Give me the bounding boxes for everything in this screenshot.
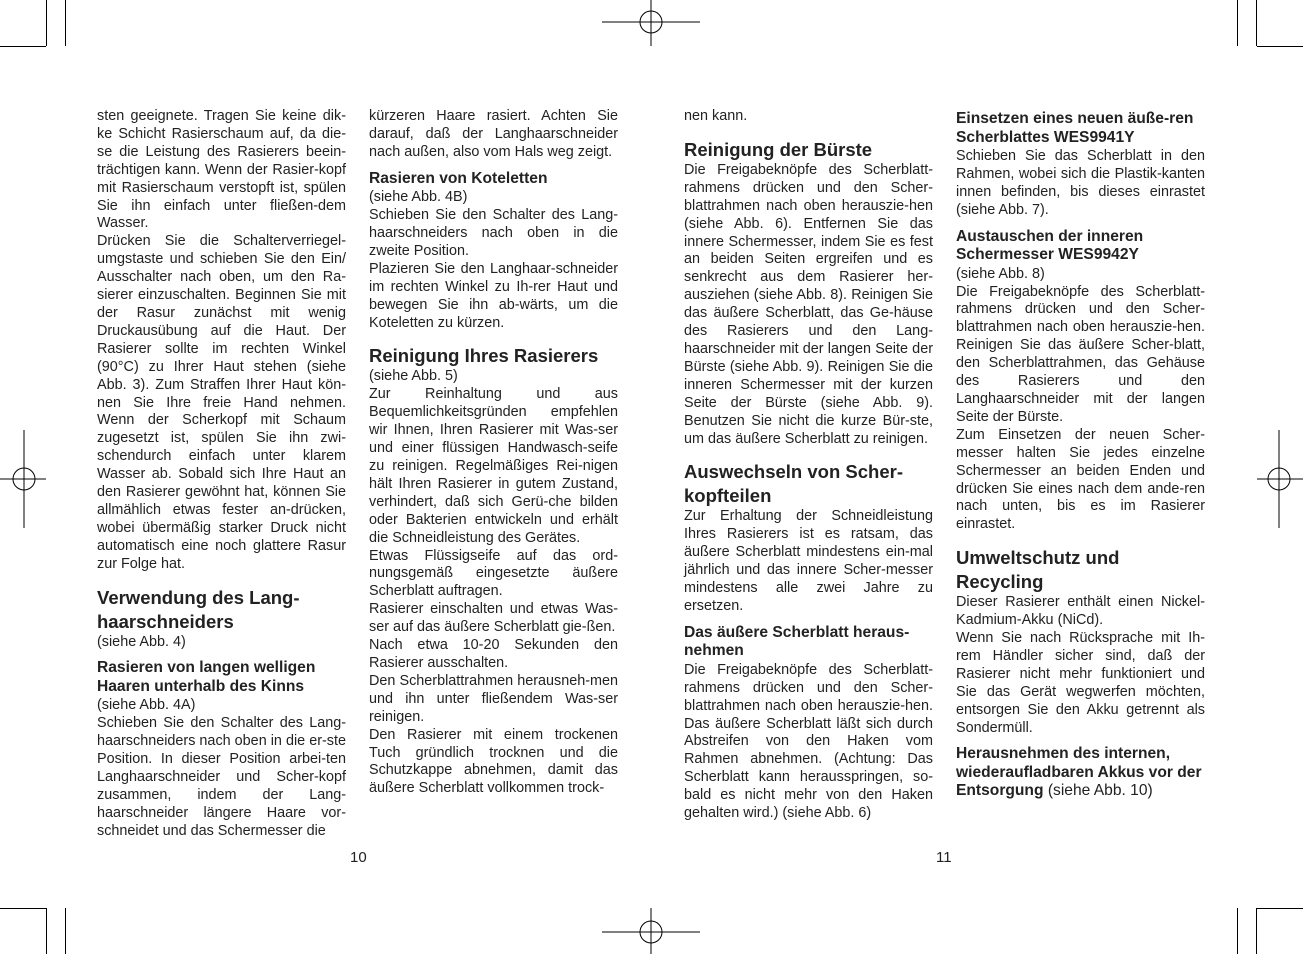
crop-mark xyxy=(1256,0,1257,46)
heading-einsetzen: Einsetzen eines neuen äuße-ren Scherblattes WES9941Y xyxy=(956,110,1194,146)
figure-reference: (siehe Abb. 4) xyxy=(97,633,186,650)
crop-mark xyxy=(65,0,66,46)
crop-mark xyxy=(65,908,66,954)
crop-mark xyxy=(1256,908,1257,954)
crop-mark xyxy=(0,46,46,47)
heading-akku-text: Herausnehmen des internen, wiederaufladbaren Akkus vor der Entsorgung xyxy=(956,745,1202,800)
heading-akku xyxy=(956,745,1205,801)
figure-reference: (siehe Abb. 10) xyxy=(1043,782,1153,800)
paragraph: Dieser Rasierer enthält einen Nickel-Kadmium-Akku (NiCd). xyxy=(956,594,1205,629)
figure-reference: (siehe Abb. 4B) xyxy=(369,189,468,206)
page-number-left: 10 xyxy=(350,849,367,866)
paragraph: Zur Erhaltung der Schneidleistung Ihres Rasierers ist es ratsam, das äußere Scherblatt mindestens ein-mal jährlich und das innere Scher-messer mindestens alle zwei Jahre zu ersetzen. xyxy=(684,508,933,614)
heading-verwendung: Verwendung des Lang-haarschneiders xyxy=(97,586,300,632)
crop-mark xyxy=(46,0,47,46)
paragraph: Etwas Flüssigseife auf das ord-nungsgemäß eingesetzte äußere Scherblatt auftragen. xyxy=(369,547,618,600)
heading-reinigung: Reinigung Ihres Rasierers xyxy=(369,345,599,367)
paragraph: kürzeren Haare rasiert. Achten Sie darauf, daß der Langhaarschneider nach außen, also vom Hals weg zeigt. xyxy=(369,108,618,160)
column-3 xyxy=(684,108,933,823)
registration-mark-right xyxy=(1257,430,1303,528)
paragraph: Rasierer einschalten und etwas Was-ser auf das äußere Scherblatt gie-ßen. xyxy=(369,601,618,636)
heading-auswechseln: Auswechseln von Scher-kopfteilen xyxy=(684,461,903,507)
paragraph: Plazieren Sie den Langhaar-schneider im rechten Winkel zu Ih-rer Haut und bewegen Sie ihn ab-wärts, um die Koteletten zu kürzen. xyxy=(369,260,618,331)
heading-austauschen: Austauschen der inneren Schermesser WES9942Y xyxy=(956,227,1144,264)
heading-umwelt: Umweltschutz und Recycling xyxy=(956,547,1120,593)
paragraph: Wenn Sie nach Rücksprache mit Ih-rem Händler sicher sind, daß der Rasierer nicht mehr funktioniert und Sie das Gerät wegwerfen möchten, entsorgen Sie den Akku getrennt als Sondermüll. xyxy=(956,630,1205,736)
crop-mark xyxy=(0,908,46,909)
crop-mark xyxy=(1257,46,1303,47)
registration-mark-bottom xyxy=(602,908,700,954)
crop-mark xyxy=(46,908,47,954)
column-1 xyxy=(97,108,346,841)
paragraph: Zur Reinhaltung und aus Bequemlichkeitsgründen empfehlen wir Ihnen, Ihren Rasierer mit Was-ser und einer flüssigen Handwasch-seife zu reinigen. Regelmäßiges Rei-nigen hält Ihren Rasierer in gutem Zustand, verhindert, daß sich Gerü-che bilden oder Bakterien entwickeln und erhält die Schneidleistung des Gerätes. xyxy=(369,386,618,546)
column-4 xyxy=(956,108,1205,802)
crop-mark xyxy=(1257,908,1303,909)
paragraph: Schieben Sie den Schalter des Lang-haarschneiders nach oben in die er-ste Position. In dieser Position arbei-ten Langhaarschneider und Scher-kopf zusammen, indem der Lang-haarschneider längere Haare vor-schneidet und das Schermesser die xyxy=(97,715,346,839)
paragraph: Die Freigabeknöpfe des Scherblatt-rahmens drücken und den Scher-blattrahmen nach oben herauszie-hen. Reinigen Sie das äußere Scher-blatt, den Scherblattrahmen, das Gehäuse des Rasierers und den Langhaarschneider mit der langen Seite der Bürste. xyxy=(956,283,1205,425)
paragraph: Nach etwa 10-20 Sekunden den Rasierer ausschalten. xyxy=(369,637,618,671)
paragraph: Die Freigabeknöpfe des Scherblatt-rahmens drücken und den Scher-blattrahmen nach oben herauszie-hen (siehe Abb. 6). Entfernen Sie das innere Schermesser, indem Sie es fest an beiden Seiten ergreifen und es senkrecht aus dem Rasierer her-ausziehen (siehe Abb. 8). Reinigen Sie das äußere Scherblatt, das Ge-häuse des Rasierers und den Lang-haarschneider mit der langen Seite der Bürste (siehe Abb. 9). Reinigen Sie die inneren Schermesser mit der kurzen Seite der Bürste (siehe Abb. 9). Benutzen Sie nicht die kurze Bür-ste, um das äußere Scherblatt zu reinigen. xyxy=(684,161,933,447)
registration-mark-left xyxy=(0,430,46,528)
heading-buerste: Reinigung der Bürste xyxy=(684,138,873,160)
figure-reference: (siehe Abb. 8) xyxy=(956,265,1045,282)
column-2 xyxy=(369,108,618,798)
figure-reference: (siehe Abb. 4A) xyxy=(97,697,196,714)
heading-koteletten: Rasieren von Koteletten xyxy=(369,169,548,187)
crop-mark xyxy=(1237,908,1238,954)
crop-mark xyxy=(1237,0,1238,46)
paragraph: Den Scherblattrahmen herausneh-men und ihn unter fließendem Was-ser reinigen. xyxy=(369,672,618,725)
figure-reference: (siehe Abb. 5) xyxy=(369,368,458,385)
paragraph: Den Rasierer mit einem trockenen Tuch gründlich trocknen und die Schutzkappe abnehmen, damit das äußere Scherblatt vollkommen trock- xyxy=(369,726,618,797)
paragraph: Zum Einsetzen der neuen Scher-messer halten Sie jedes einzelne Schermesser an beiden Enden und drücken Sie eines nach dem ande-ren nach unten, bis es im Rasierer einrastet. xyxy=(956,426,1205,533)
registration-mark-top xyxy=(602,0,700,46)
paragraph: Drücken Sie die Schalterverriegel-umgstaste und schieben Sie den Ein/ Ausschalter nach oben, um den Ra-sierer einzuschalten. Beginnen Sie mit der Rasur zunächst mit wenig Druckausübung auf die Haut. Der Rasierer sollte im rechten Winkel (90°C) zu Ihrer Haut stehen (siehe Abb. 3). Zum Straffen Ihrer Haut kön-nen Sie Ihre freie Hand nehmen. Wenn der Scherkopf mit Schaum zugesetzt ist, spülen Sie ihn zwi-schendurch einfach unter klarem Wasser ab. Sobald sich Ihre Haut an den Rasierer gewöhnt hat, können Sie allmählich etwas fester an-drücken, wobei übermäßig starker Druck nicht automatisch eine noch glattere Rasur zur Folge hat. xyxy=(97,233,346,572)
paragraph: nen kann. xyxy=(684,108,748,124)
page-number-right: 11 xyxy=(936,849,952,866)
heading-rasieren-lang: Rasieren von langen welligen Haaren unterhalb des Kinns xyxy=(97,659,316,695)
paragraph: sten geeignete. Tragen Sie keine dik-ke Schicht Rasierschaum auf, da die-se die Leistung des Rasierers beein-trächtigen kann. Wenn der Rasier-kopf mit Rasierschaum verstopft ist, spülen Sie ihn einfach unter fließen-dem Wasser. xyxy=(97,108,346,232)
paragraph: Die Freigabeknöpfe des Scherblatt-rahmens drücken und den Scher-blattrahmen nach oben herauszie-hen. Das äußere Scherblatt läßt sich durch Abstreifen von den Haken vom Rahmen abnehmen. (Achtung: Das Scherblatt kann herausspringen, so-bald es nicht mehr von den Haken gehalten wird.) (siehe Abb. 6) xyxy=(684,661,933,822)
paragraph: Schieben Sie den Schalter des Lang-haarschneiders nach oben in die zweite Position. xyxy=(369,207,618,259)
paragraph: Schieben Sie das Scherblatt in den Rahmen, wobei sich die Plastik-kanten innen befinden, bis dieses einrastet (siehe Abb. 7). xyxy=(956,148,1205,218)
heading-heraus: Das äußere Scherblatt heraus-nehmen xyxy=(684,623,910,660)
